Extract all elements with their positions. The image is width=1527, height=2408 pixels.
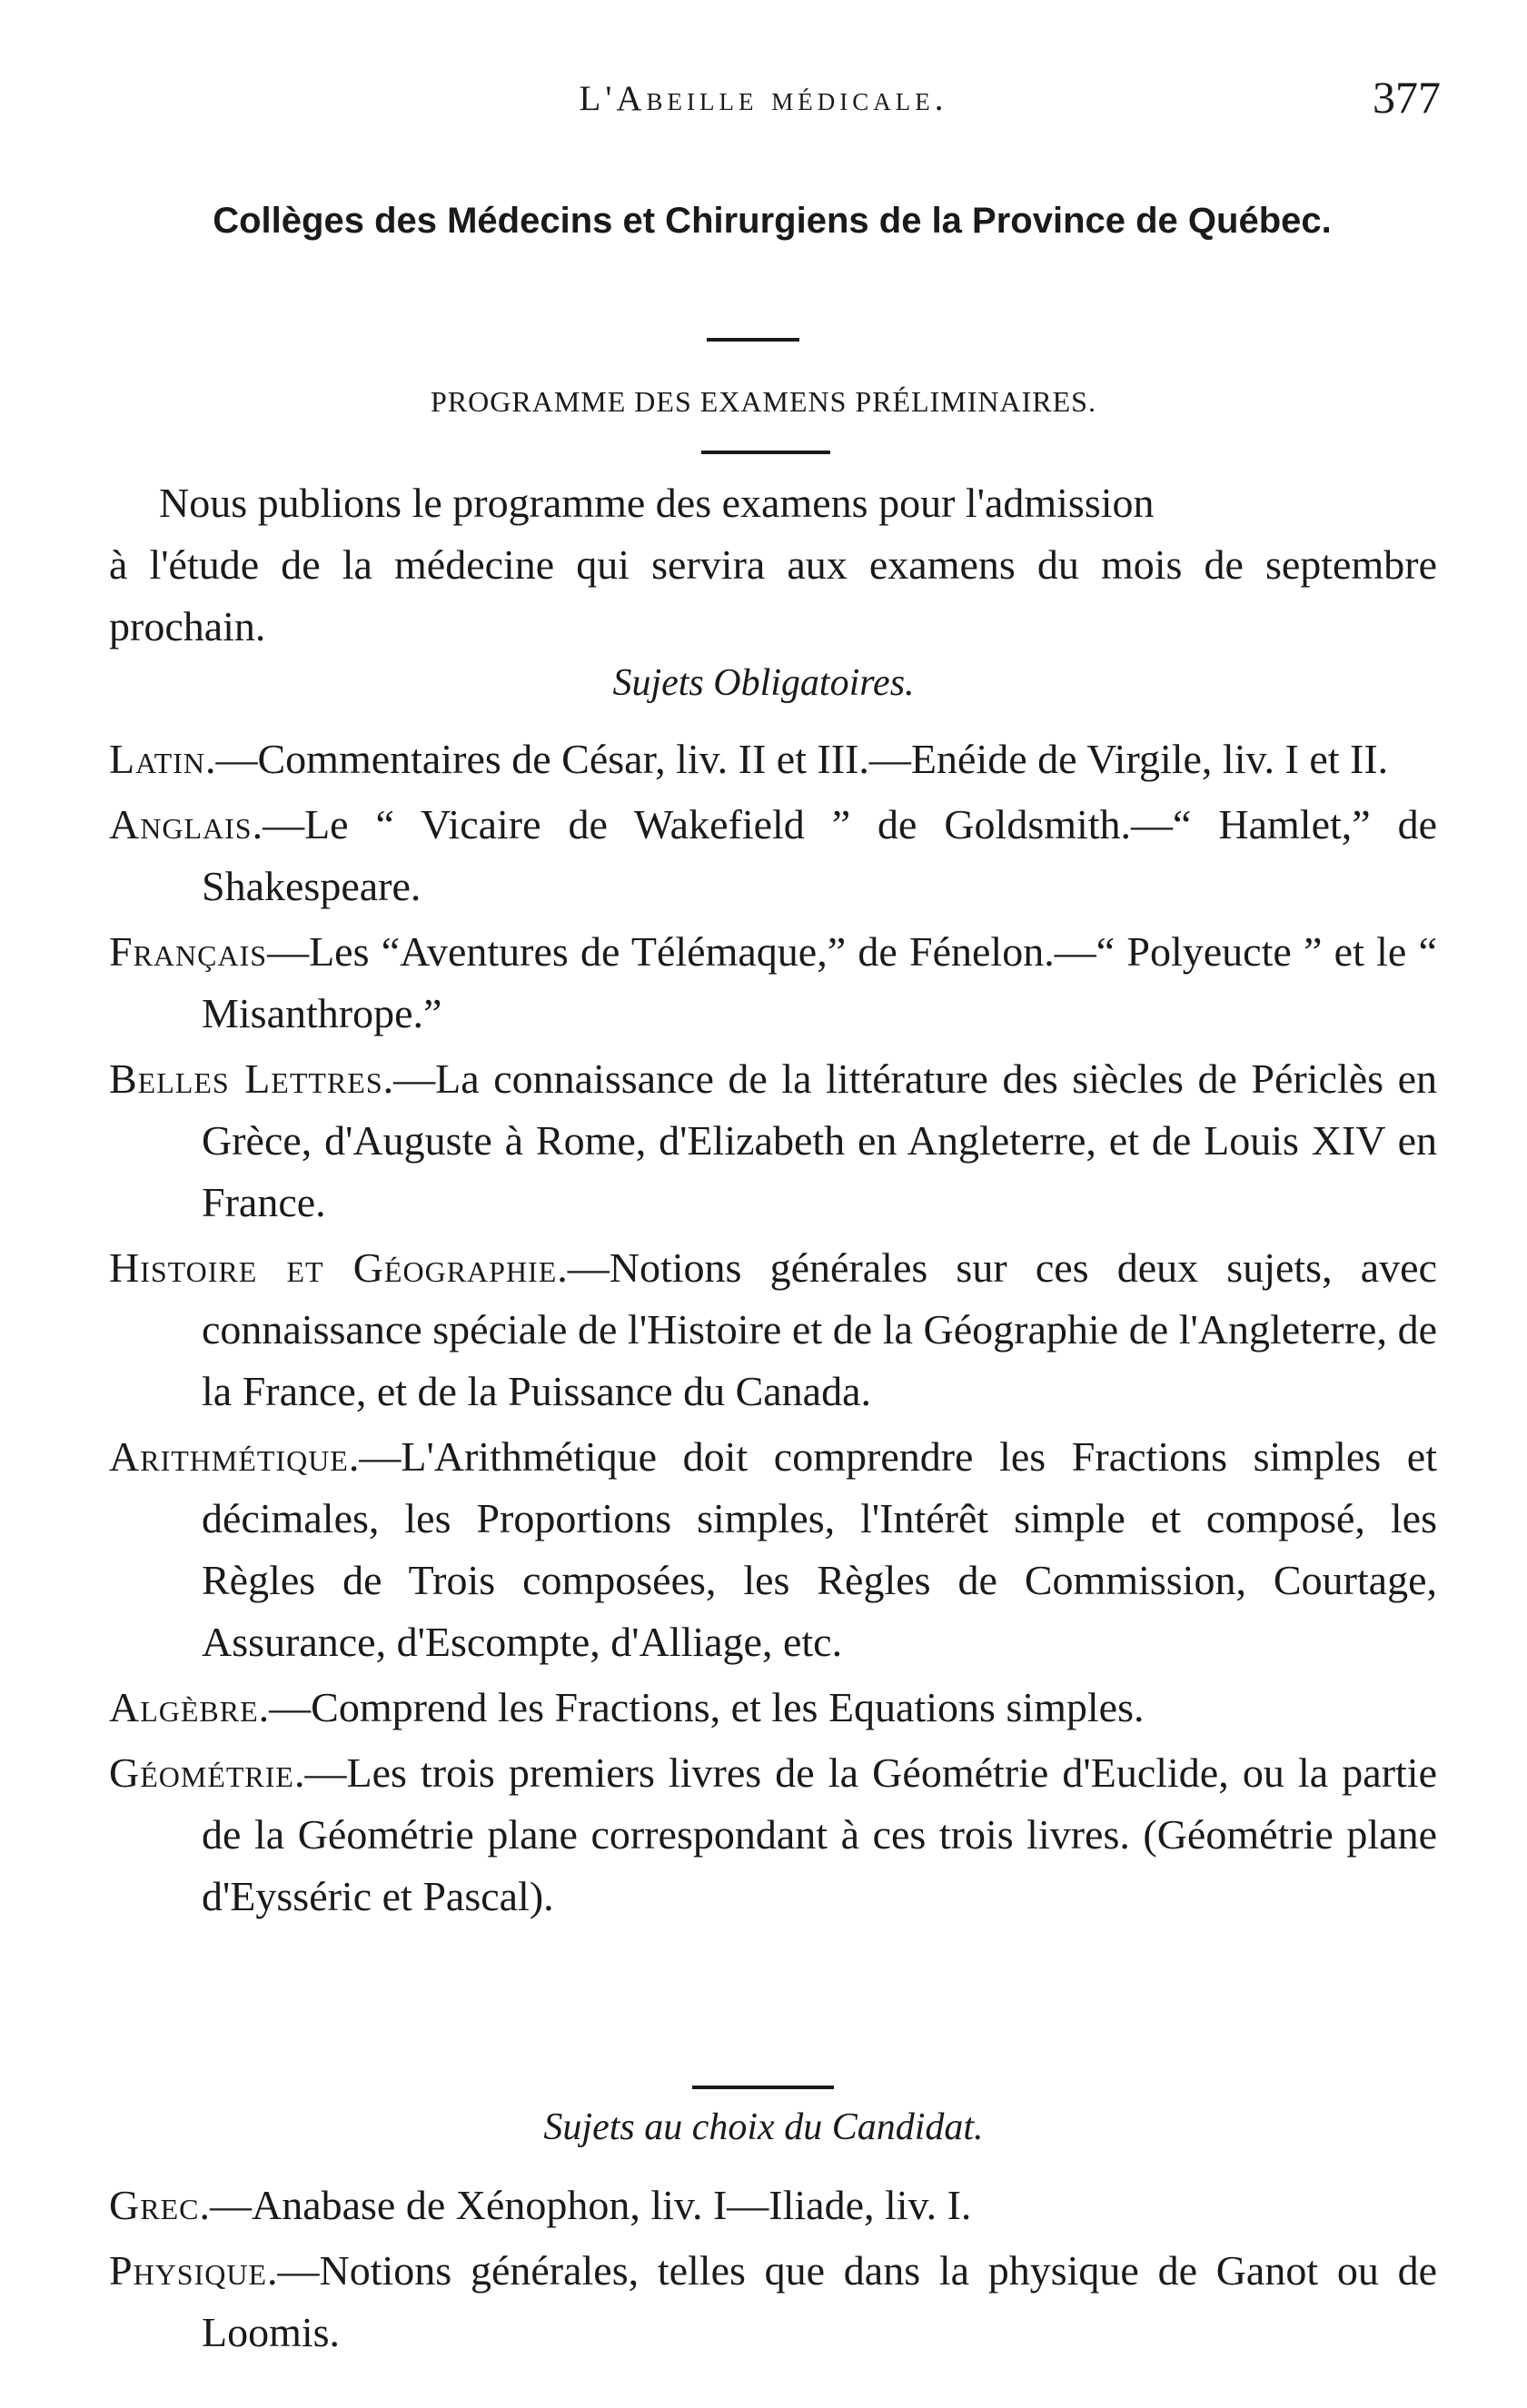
subject-term: Belles Lettres — [109, 1055, 383, 1102]
subject-text: .—Notions générales sur ces deux sujets, avec connaissance spéciale de l'Histoire et de la Géographie de l'Angleterre, de la France, et de la Puissance du Canada. — [202, 1244, 1437, 1414]
intro-line-1: Nous publions le programme des examens pour l'admission — [159, 480, 1155, 526]
subject-text: .—Le “ Vicaire de Wakefield ” de Goldsmith.—“ Hamlet,” de Shakespeare. — [202, 801, 1437, 909]
optional-subjects-list — [109, 2175, 1437, 2367]
subject-entry-histoire-geographie — [109, 1237, 1437, 1422]
subject-entry-arithmetique — [109, 1426, 1437, 1673]
subject-text: .—Comprend les Fractions, et les Equations simples. — [258, 1684, 1145, 1730]
subject-term: Arithmétique — [109, 1433, 349, 1480]
subject-text: .—Commentaires de César, liv. II et III.—Enéide de Virgile, liv. I et II. — [204, 736, 1389, 782]
subject-term: Géométrie — [109, 1749, 294, 1796]
page-number: 377 — [1373, 72, 1441, 123]
subject-term: Algèbre — [109, 1684, 259, 1730]
subject-entry-francais — [109, 921, 1437, 1045]
subject-text: .—Anabase de Xénophon, liv. I—Iliade, liv. I. — [199, 2182, 972, 2228]
running-title: L'Abeille médicale. — [579, 79, 948, 118]
running-head — [0, 71, 1527, 134]
subject-term: Physique — [109, 2247, 268, 2294]
subject-entry-grec — [109, 2175, 1437, 2236]
title-rule — [707, 338, 799, 342]
subject-entry-latin — [109, 728, 1437, 790]
section-rule — [692, 2086, 834, 2089]
programme-title: PROGRAMME DES EXAMENS PRÉLIMINAIRES. — [431, 385, 1096, 418]
subject-term: Latin — [109, 736, 205, 782]
subject-term: Anglais — [109, 801, 253, 847]
subject-text: .—Les trois premiers livres de la Géométrie d'Euclide, ou la partie de la Géométrie plane correspondant à ces trois livres. (Géométrie plane d'Eysséric et Pascal). — [202, 1749, 1437, 1919]
subject-text: .—La connaissance de la littérature des siècles de Périclès en Grèce, d'Auguste à Rome, d'Elizabeth en Angleterre, et de Louis XIV en France. — [202, 1055, 1438, 1225]
subject-term: Grec — [109, 2182, 200, 2228]
section-heading-obligatoires: Sujets Obligatoires. — [612, 662, 915, 704]
intro-continuation: à l'étude de la médecine qui servira aux examens du mois de septembre prochain. — [109, 541, 1437, 649]
subject-entry-geometrie — [109, 1742, 1437, 1927]
subject-entry-belles-lettres — [109, 1048, 1437, 1234]
subject-term: Histoire et Géographie — [109, 1244, 558, 1291]
subject-text: .—Notions générales, telles que dans la physique de Ganot ou de Loomis. — [202, 2247, 1437, 2355]
subject-term: Français — [109, 928, 268, 975]
college-title: Collèges des Médecins et Chirurgiens de la Province de Québec. — [213, 201, 1332, 241]
intro-paragraph — [109, 472, 1437, 658]
programme-rule — [701, 451, 830, 454]
subject-text: —Les “Aventures de Télémaque,” de Fénelon.—“ Polyeucte ” et le “ Misanthrope.” — [202, 928, 1437, 1036]
subject-entry-algebre — [109, 1677, 1437, 1739]
subject-entry-anglais — [109, 794, 1437, 917]
subject-text: .—L'Arithmétique doit comprendre les Fractions simples et décimales, les Proportions simples, l'Intérêt simple et composé, les Règles de Trois composées, les Règles de Commission, Courtage, Assurance, d'Escompte, d'Alliage, etc. — [202, 1433, 1437, 1665]
obligatory-subjects-list — [109, 728, 1437, 1931]
section-heading-choix: Sujets au choix du Candidat. — [543, 2106, 984, 2148]
subject-entry-physique — [109, 2240, 1437, 2363]
